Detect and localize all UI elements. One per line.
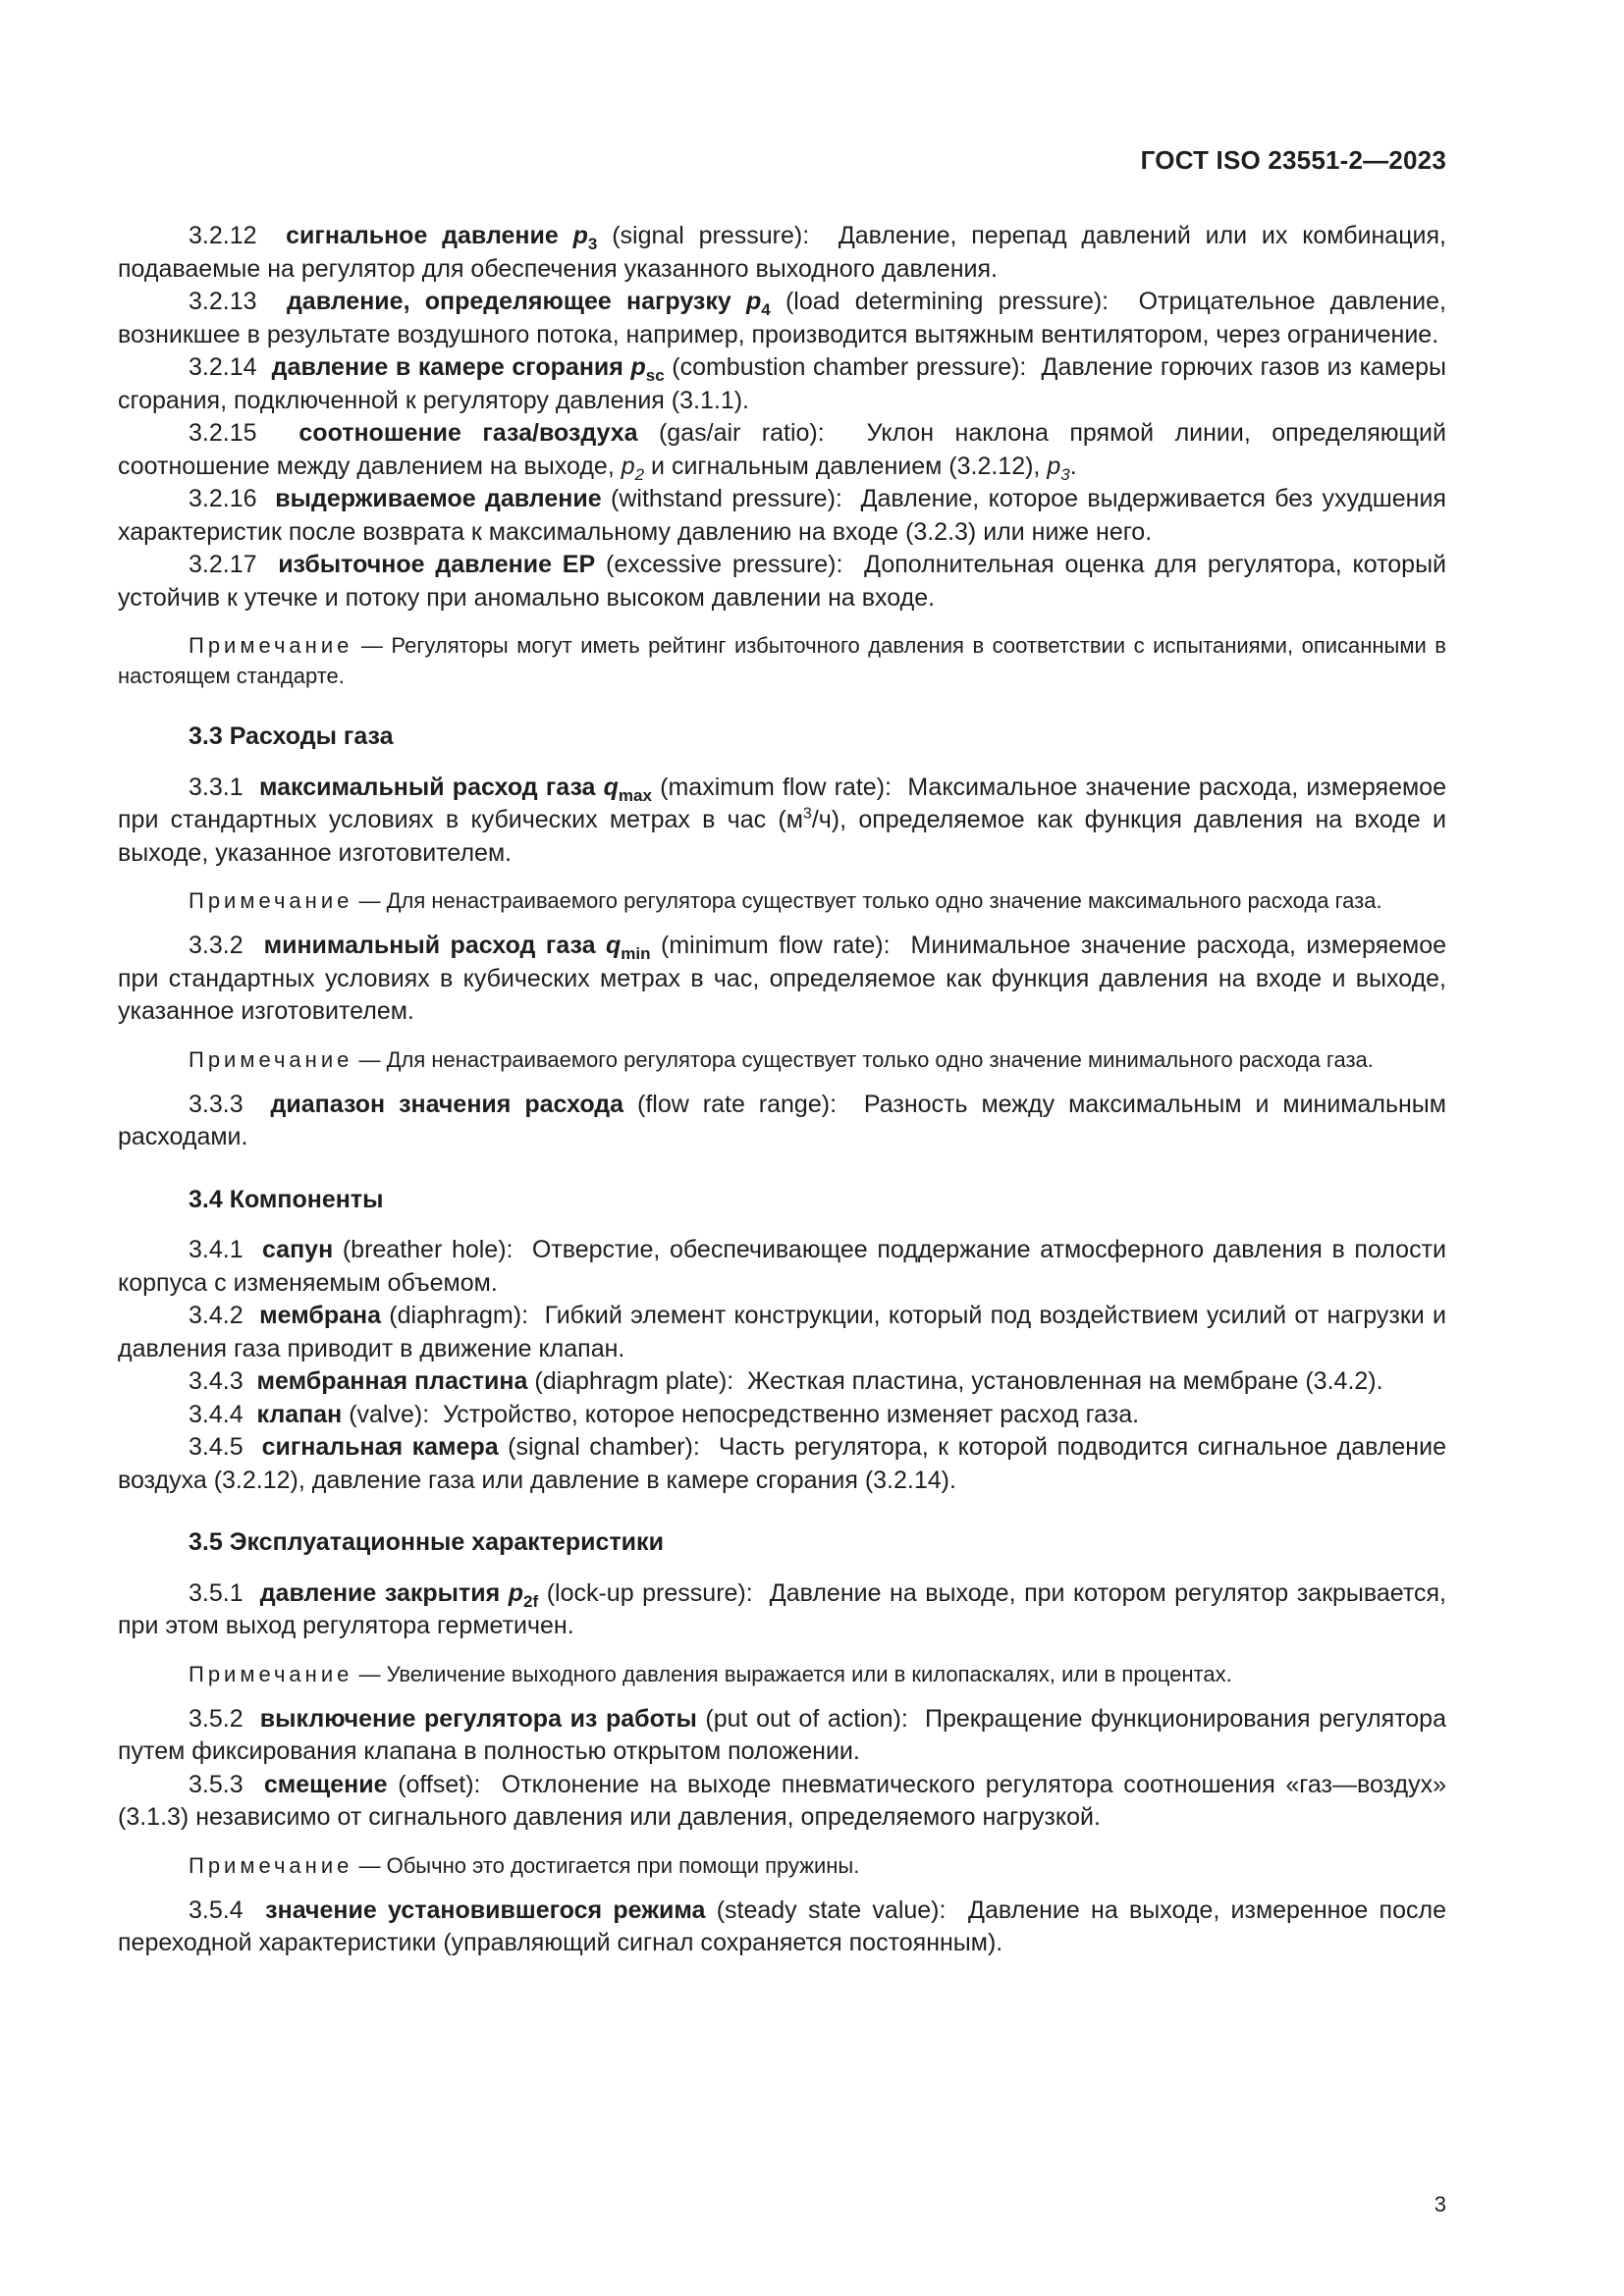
clause-number: 3.2.16 [189, 485, 257, 512]
clause-number: 3.2.13 [189, 288, 257, 315]
term: значение установившегося режима [265, 1896, 706, 1924]
symbol: $q_{max}$ [603, 773, 652, 805]
definition-3-5-4 [118, 1895, 1446, 1960]
note-min-flow [118, 1044, 1446, 1075]
note-text: — Обычно это достигается при помощи пружины. [358, 1852, 860, 1878]
english-term: (combustion chamber pressure): [672, 353, 1027, 381]
definition-text: Дополнительная оценка для регулятора, который устойчив к утечке и потоку при аномально высоком давлении на входе. [118, 551, 1446, 612]
definition-text: и сигнальным давлением (3.2.12), [651, 452, 1041, 480]
clause-number: 3.4.2 [189, 1302, 244, 1329]
english-term: (valve): [349, 1400, 430, 1428]
definition-3-3-2 [118, 930, 1446, 1029]
english-term: (withstand pressure): [611, 485, 842, 512]
definition-text: Разность между максимальным и минимальным расходами. [118, 1090, 1446, 1150]
definition-3-4-3 [118, 1365, 1446, 1399]
clause-number: 3.4.5 [189, 1433, 244, 1461]
symbol: $p_3$ [572, 222, 598, 253]
definition-3-2-14 [118, 351, 1446, 417]
definition-text: Устройство, которое непосредственно изменяет расход газа. [443, 1400, 1140, 1428]
term: мембрана [259, 1302, 382, 1329]
clause-number: 3.4.1 [189, 1236, 244, 1263]
definition-text: Отклонение на выходе пневматического регулятора соотношения «газ—воздух» (3.1.3) независимо от сигнального давления или давления, определяемого нагрузкой. [118, 1770, 1446, 1831]
term: минимальный расход газа [263, 932, 596, 959]
definition-text: Прекращение функционирования регулятора путем фиксирования клапана в полностью открытом положении. [118, 1704, 1446, 1765]
english-term: (diaphragm): [389, 1302, 529, 1329]
english-term: (minimum flow rate): [661, 932, 891, 959]
term: смещение [263, 1770, 388, 1798]
definition-3-5-3 [118, 1769, 1446, 1835]
english-term: (load determining pressure): [785, 288, 1110, 315]
english-term: (flow rate range): [637, 1090, 838, 1118]
definition-text: Гибкий элемент конструкции, который под воздействием усилий от нагрузки и давления газа приводит в движение клапан. [118, 1302, 1446, 1362]
clause-number: 3.5.2 [189, 1704, 244, 1733]
symbol: $p_4$ [745, 288, 771, 319]
english-term: (offset): [398, 1770, 481, 1798]
definition-text: Максимальное значение расхода, измеряемое при стандартных условиях в кубических метрах в час (м [118, 773, 1446, 833]
english-term: (diaphragm plate): [534, 1367, 734, 1395]
document-code: ГОСТ ISO 23551-2—2023 [1140, 145, 1446, 175]
symbol: $q_{min}$ [606, 932, 651, 963]
clause-number: 3.3.3 [189, 1090, 244, 1118]
definition-3-4-5 [118, 1431, 1446, 1497]
definition-3-2-15: 3.2.15 соотношение газа/воздуха (gas/air ratio): Уклон наклона прямой линии, определяющий соотношение между давлением на выходе, $p_2$ и сигнальным давлением (3.2.12), $p_3$. [118, 419, 1446, 484]
clause-number: 3.4.4 [189, 1400, 244, 1428]
english-term: (steady state value): [716, 1896, 947, 1924]
symbol: $p_2$ [621, 452, 645, 484]
note-text: — Для ненастраиваемого регулятора существует только одно значение максимального расхода газа. [358, 888, 1382, 913]
symbol: $p_{sc}$ [630, 353, 665, 385]
clause-number: 3.2.14 [189, 353, 257, 381]
definition-3-2-17 [118, 549, 1446, 614]
definition-3-4-1 [118, 1234, 1446, 1300]
term: сигнальная камера [261, 1433, 499, 1461]
page-body [118, 220, 1446, 1960]
definition-text: Минимальное значение расхода, измеряемое при стандартных условиях в кубических метрах в час, определяемое как функция давления на входе и выходе, указанное изготовителем. [118, 932, 1446, 1025]
definition-3-2-13 [118, 286, 1446, 351]
term: сигнальное давление [286, 222, 559, 249]
symbol: $p_{2f}$ [508, 1578, 539, 1611]
definition-text: Давление, которое выдерживается без ухудшения характеристик после возврата к максимальному давлению на входе (3.2.3) или ниже него. [118, 485, 1446, 546]
definition-text: Давление горючих газов из камеры сгорания, подключенной к регулятору давления (3.1.1). [118, 353, 1446, 414]
term: избыточное давление EP [278, 551, 596, 578]
definition-3-2-16 [118, 483, 1446, 549]
term: выдерживаемое давление [275, 485, 602, 512]
definition-3-5-2 [118, 1703, 1446, 1769]
clause-number: 3.2.17 [189, 551, 257, 578]
english-term: (gas/air ratio): [658, 419, 825, 447]
definition-text: Жесткая пластина, установленная на мембране (3.4.2). [747, 1367, 1383, 1395]
clause-number: 3.5.3 [189, 1770, 244, 1798]
english-term: (maximum flow rate): [660, 773, 892, 801]
clause-number: 3.3.2 [189, 932, 244, 959]
english-term: (put out of action): [705, 1704, 908, 1733]
note-offset [118, 1850, 1446, 1881]
note-max-flow [118, 885, 1446, 916]
definition-text: Давление на выходе, измеренное после переходной характеристики (управляющий сигнал сохраняется постоянным). [118, 1896, 1446, 1956]
note-label: Примечание [189, 1046, 353, 1072]
note-label: Примечание [189, 1661, 353, 1686]
note-label: Примечание [189, 888, 353, 913]
term: диапазон значения расхода [270, 1090, 624, 1118]
section-heading-3-4: 3.4 Компоненты [189, 1185, 384, 1213]
definition-3-4-4 [118, 1399, 1446, 1432]
english-term: (lock-up pressure): [546, 1578, 753, 1607]
english-term: (signal chamber): [508, 1433, 700, 1461]
clause-number: 3.2.12 [189, 222, 257, 249]
note-label: Примечание [189, 1852, 353, 1878]
definition-text: Отверстие, обеспечивающее поддержание атмосферного давления в полости корпуса с изменяемым объемом. [118, 1236, 1446, 1297]
english-term: (excessive pressure): [606, 551, 843, 578]
definition-text: Отрицательное давление, возникшее в результате воздушного потока, например, производится вытяжным вентилятором, через ограничение. [118, 288, 1446, 348]
english-term: (breather hole): [342, 1236, 514, 1263]
clause-number: 3.5.4 [189, 1896, 244, 1924]
note-excessive-pressure [118, 630, 1446, 691]
clause-number: 3.4.3 [189, 1367, 244, 1395]
note-text: — Увеличение выходного давления выражается или в килопаскалях, или в процентах. [358, 1661, 1232, 1686]
definition-text: Давление на выходе, при котором регулятор закрывается, при этом выход регулятора герметичен. [118, 1578, 1447, 1639]
term: выключение регулятора из работы [259, 1704, 697, 1733]
definition-3-4-2 [118, 1300, 1446, 1365]
clause-number: 3.5.1 [189, 1578, 244, 1607]
english-term: (signal pressure): [612, 222, 810, 249]
term: сапун [261, 1236, 334, 1263]
definition-3-2-12 [118, 220, 1446, 286]
term: мембранная пластина [256, 1367, 528, 1395]
definition-3-5-1 [118, 1577, 1446, 1643]
section-heading-3-5: 3.5 Эксплуатационные характеристики [189, 1528, 664, 1556]
clause-number: 3.2.15 [189, 419, 257, 447]
term: давление в камере сгорания [271, 353, 623, 381]
note-label: Примечание [189, 633, 353, 658]
term: клапан [256, 1400, 343, 1428]
note-text: — Регуляторы могут иметь рейтинг избыточного давления в соответствии с испытаниями, описанными в настоящем стандарте. [118, 633, 1446, 688]
definition-3-3-1: 3.3.1 максимальный расход газа $q_{max}$ (maximum flow rate): Максимальное значение расхода, измеряемое при стандартных условиях в кубических метрах в час $(м^3/ч)$, определяемое как функция давления на входе и выходе, указанное изготовителем. [118, 773, 1446, 867]
term: давление закрытия [259, 1578, 501, 1607]
term: максимальный расход газа [258, 773, 596, 801]
term: соотношение газа/воздуха [298, 419, 638, 447]
section-heading-3-3: 3.3 Расходы газа [189, 722, 394, 750]
symbol: $p_3$ [1047, 452, 1070, 484]
definition-text: Часть регулятора, к которой подводится сигнальное давление воздуха (3.2.12), давление газа или давление в камере сгорания (3.2.14). [118, 1433, 1446, 1494]
clause-number: 3.3.1 [189, 773, 244, 801]
definition-text: Давление, перепад давлений или их комбинация, подаваемые на регулятор для обеспечения указанного выходного давления. [118, 222, 1446, 283]
note-text: — Для ненастраиваемого регулятора существует только одно значение минимального расхода газа. [358, 1046, 1374, 1072]
note-lockup [118, 1659, 1446, 1689]
page-number: 3 [1434, 2192, 1446, 2216]
definition-text: Уклон наклона прямой линии, определяющий соотношение между давлением на выходе, [118, 419, 1446, 480]
term: давление, определяющее нагрузку [286, 288, 731, 315]
definition-3-3-3 [118, 1089, 1446, 1154]
